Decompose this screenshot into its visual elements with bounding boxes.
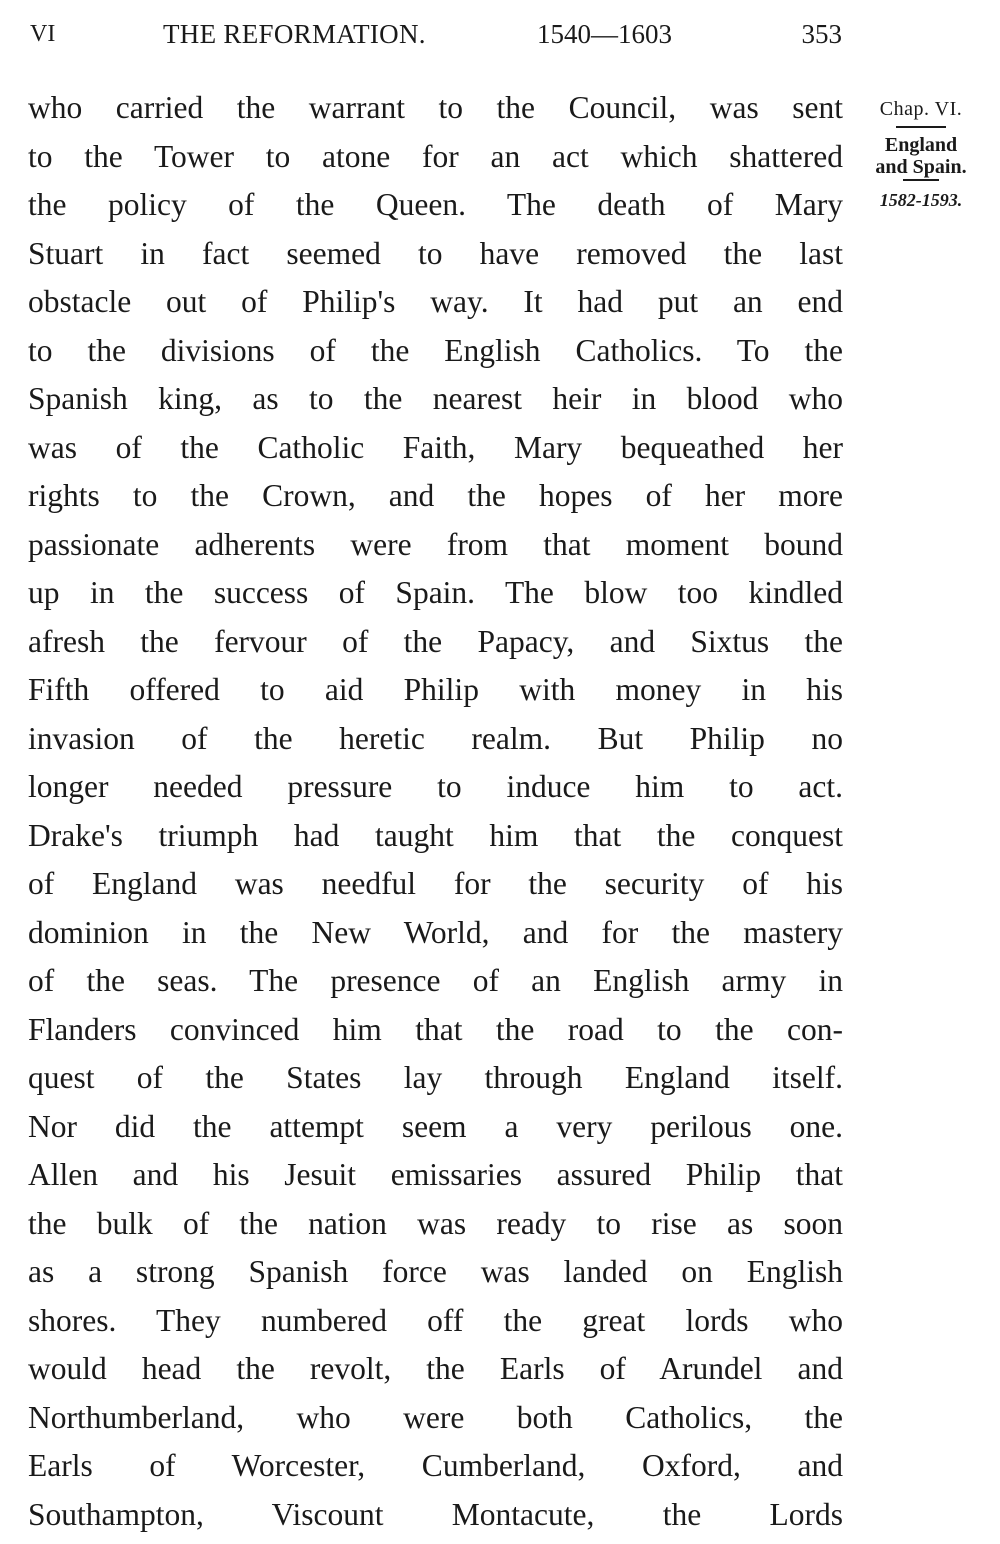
text-line: to the Tower to atone for an act which shattered <box>28 138 843 174</box>
text-line: was of the Catholic Faith, Mary bequeathed her <box>28 429 843 465</box>
text-line: would head the revolt, the Earls of Arundel and <box>28 1351 843 1386</box>
text-line: dominion in the New World, and for the mastery <box>28 914 843 950</box>
text-line: as a strong Spanish force was landed on English <box>28 1254 843 1289</box>
text-line: Earls of Worcester, Cumberland, Oxford, and <box>28 1448 843 1483</box>
text-line: Allen and his Jesuit emissaries assured Philip that <box>28 1157 843 1192</box>
margin-note-topic-line1: England <box>884 134 958 156</box>
body-text <box>28 84 843 1539</box>
text-line: Fifth offered to aid Philip with money in his <box>28 672 843 707</box>
text-line: up in the success of Spain. The blow too kindled <box>28 575 843 610</box>
text-line: afresh the fervour of the Papacy, and Sixtus the <box>28 623 843 659</box>
text-line: the policy of the Queen. The death of Mary <box>28 187 843 222</box>
margin-note-topic-line2: and Spain. <box>875 156 967 178</box>
header-chapter: VI <box>30 21 56 47</box>
margin-note-dates: 1582-1593. <box>879 190 963 210</box>
text-line: Spanish king, as to the nearest heir in blood who <box>28 381 843 416</box>
text-line: passionate adherents were from that moment bound <box>28 526 843 562</box>
text-line: the bulk of the nation was ready to rise as soon <box>28 1205 843 1241</box>
text-line: Northumberland, who were both Catholics, the <box>28 1399 843 1435</box>
text-line: of England was needful for the security of his <box>28 866 843 901</box>
text-line: Flanders convinced him that the road to the con- <box>28 1011 843 1047</box>
text-line: quest of the States lay through England itself. <box>28 1060 843 1095</box>
text-line: of the seas. The presence of an English army in <box>28 963 843 998</box>
text-line: who carried the warrant to the Council, was sent <box>28 90 843 125</box>
page-number: 353 <box>801 19 842 49</box>
margin-note <box>852 96 990 213</box>
text-line: invasion of the heretic realm. But Philip no <box>28 720 843 756</box>
text-line: rights to the Crown, and the hopes of her more <box>28 478 843 513</box>
margin-note-rule <box>896 126 946 128</box>
text-line: Nor did the attempt seem a very perilous one. <box>28 1108 843 1144</box>
text-line: Drake's triumph had taught him that the conquest <box>28 817 843 853</box>
text-line: Southampton, Viscount Montacute, the Lords <box>28 1496 843 1532</box>
running-header <box>30 14 842 54</box>
text-line: to the divisions of the English Catholics. To the <box>28 332 843 368</box>
text-line: Stuart in fact seemed to have removed the last <box>28 235 843 271</box>
text-line: obstacle out of Philip's way. It had put an end <box>28 284 843 319</box>
margin-note-chapter: Chap. VI. <box>879 98 963 120</box>
text-line: shores. They numbered off the great lords who <box>28 1302 843 1338</box>
text-line: longer needed pressure to induce him to act. <box>28 769 843 804</box>
header-title: THE REFORMATION. <box>163 19 426 49</box>
header-dates: 1540—1603 <box>537 19 672 49</box>
margin-note-rule-2 <box>903 179 939 181</box>
